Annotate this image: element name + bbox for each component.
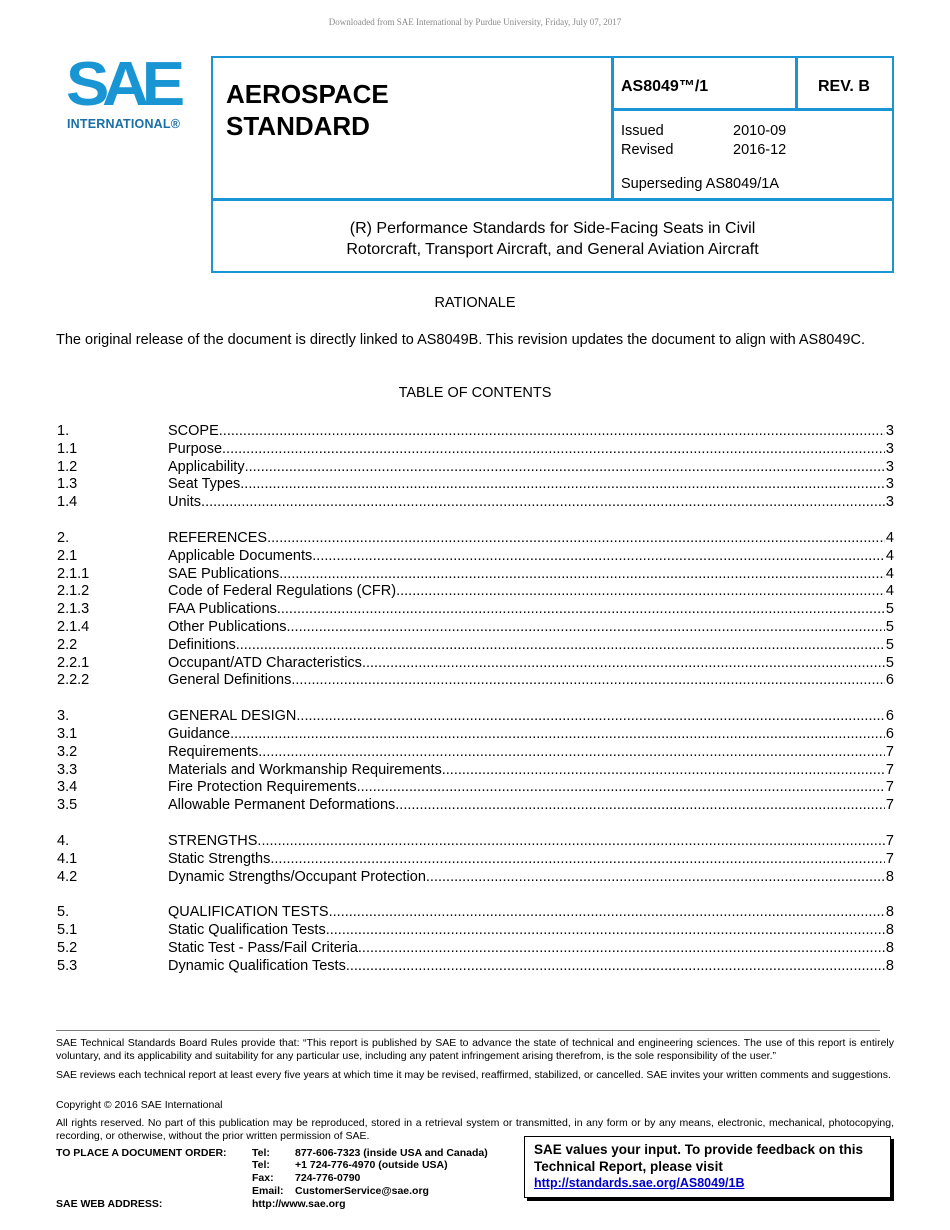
feedback-box bbox=[524, 1136, 891, 1198]
toc-entry[interactable] bbox=[57, 582, 894, 600]
issued-date: 2010-09 bbox=[733, 123, 787, 139]
toc-entry[interactable] bbox=[57, 743, 894, 761]
toc-entry-title: STRENGTHS bbox=[168, 833, 258, 849]
toc-entry[interactable] bbox=[57, 475, 894, 493]
toc-entry-number: 2.1.2 bbox=[57, 583, 90, 600]
toc-entry-title: QUALIFICATION TESTS bbox=[168, 904, 329, 921]
toc-entry-page: 5 bbox=[885, 619, 894, 635]
toc-entry[interactable] bbox=[57, 529, 894, 547]
toc-entry-number: 3.4 bbox=[57, 779, 78, 796]
feedback-line1: SAE values your input. To provide feedback on this bbox=[534, 1142, 864, 1157]
toc-entry[interactable] bbox=[57, 422, 894, 440]
sae-logo-mark: SAE bbox=[66, 50, 178, 119]
toc-entry-title: General Definitions bbox=[168, 672, 292, 689]
toc-leader-dots bbox=[236, 636, 885, 654]
toc-leader-dots bbox=[270, 850, 885, 868]
toc-entry-page: 7 bbox=[885, 743, 894, 760]
toc-entry-number: 5. bbox=[57, 904, 70, 921]
document-title bbox=[211, 218, 894, 260]
toc-entry-title: Allowable Permanent Deformations bbox=[168, 797, 396, 814]
toc-entry-title: Units bbox=[168, 494, 202, 511]
toc-leader-dots bbox=[201, 493, 885, 511]
toc-entry-page: 3 bbox=[885, 440, 894, 457]
toc-entry-title: Guidance bbox=[168, 726, 231, 742]
toc-leader-dots bbox=[329, 903, 885, 921]
toc-entry[interactable] bbox=[57, 618, 894, 636]
standard-type-line1: AEROSPACE bbox=[226, 79, 389, 109]
footer-rights-text: All rights reserved. No part of this publication may be reproduced, stored in a retrieval system or transmitted, in any form or by any means, electronic, mechanical, photocopying, recording, or otherwise, without the prior written permission of SAE. bbox=[56, 1117, 894, 1142]
toc-entry-title: Definitions bbox=[168, 636, 236, 653]
toc-leader-dots bbox=[312, 547, 885, 565]
toc-entry-title: Requirements bbox=[168, 743, 259, 760]
toc-entry[interactable] bbox=[57, 654, 894, 672]
toc-leader-dots bbox=[245, 458, 885, 476]
toc-entry-page: 7 bbox=[885, 761, 894, 778]
toc-entry-number: 1.1 bbox=[57, 440, 78, 457]
toc-entry-page: 3 bbox=[885, 476, 894, 493]
toc-entry[interactable] bbox=[57, 493, 894, 511]
toc-leader-dots bbox=[362, 654, 885, 672]
revised-label: Revised bbox=[621, 142, 674, 158]
tel1-label: Tel: bbox=[252, 1147, 270, 1159]
toc-entry-number: 1. bbox=[57, 423, 70, 439]
toc-entry[interactable] bbox=[57, 832, 894, 850]
toc-entry[interactable] bbox=[57, 458, 894, 476]
toc-entry[interactable] bbox=[57, 957, 894, 975]
toc-entry[interactable] bbox=[57, 939, 894, 957]
toc-entry-page: 6 bbox=[885, 672, 894, 689]
toc-entry[interactable] bbox=[57, 636, 894, 654]
toc-entry-title: GENERAL DESIGN bbox=[168, 708, 297, 725]
toc-entry-title: Static Strengths bbox=[168, 850, 271, 867]
toc-entry-number: 2. bbox=[57, 530, 70, 546]
toc-entry-page: 7 bbox=[885, 833, 894, 849]
web-link[interactable]: http://www.sae.org bbox=[252, 1198, 346, 1210]
toc-entry-title: Applicability bbox=[168, 458, 245, 475]
toc-entry-title: Materials and Workmanship Requirements bbox=[168, 761, 442, 778]
toc-entry[interactable] bbox=[57, 761, 894, 779]
toc-entry-page: 4 bbox=[885, 530, 894, 546]
sae-logo-subtitle: INTERNATIONAL® bbox=[67, 117, 181, 131]
toc-entry-page: 6 bbox=[885, 726, 894, 742]
toc-entry-page: 4 bbox=[885, 565, 894, 582]
toc-entry-number: 2.2.1 bbox=[57, 654, 90, 671]
toc-entry-title: Applicable Documents bbox=[168, 547, 313, 564]
toc-entry-page: 4 bbox=[885, 583, 894, 600]
toc-entry-page: 8 bbox=[885, 904, 894, 921]
toc-entry-page: 5 bbox=[885, 636, 894, 653]
toc-leader-dots bbox=[258, 743, 885, 761]
toc-leader-dots bbox=[286, 618, 884, 636]
feedback-line2: Technical Report, please visit bbox=[534, 1159, 723, 1174]
toc-entry-title: Other Publications bbox=[168, 619, 287, 635]
toc-leader-dots bbox=[291, 671, 885, 689]
toc-entry-page: 6 bbox=[885, 708, 894, 725]
toc-leader-dots bbox=[219, 422, 885, 440]
toc-leader-dots bbox=[442, 761, 885, 779]
toc-entry-title: REFERENCES bbox=[168, 530, 268, 546]
toc-leader-dots bbox=[426, 868, 885, 886]
toc-entry-page: 7 bbox=[885, 850, 894, 867]
fax-value: 724-776-0790 bbox=[295, 1172, 361, 1184]
toc-entry-page: 8 bbox=[885, 868, 894, 885]
toc-entry-page: 3 bbox=[885, 494, 894, 511]
toc-entry-page: 7 bbox=[885, 779, 894, 796]
toc-entry[interactable] bbox=[57, 796, 894, 814]
toc-leader-dots bbox=[257, 832, 885, 850]
order-label: TO PLACE A DOCUMENT ORDER: bbox=[56, 1147, 227, 1159]
toc-entry-number: 3. bbox=[57, 708, 70, 725]
toc-entry[interactable] bbox=[57, 850, 894, 868]
standard-type-line2: STANDARD bbox=[226, 111, 370, 141]
toc-entry-number: 2.1.1 bbox=[57, 565, 90, 582]
toc-entry[interactable] bbox=[57, 565, 894, 583]
issued-label: Issued bbox=[621, 123, 664, 139]
rationale-text: The original release of the document is directly linked to AS8049B. This revision updates the document to align with AS8049C. bbox=[56, 332, 865, 348]
header-divider-rev bbox=[795, 56, 798, 110]
toc-leader-dots bbox=[222, 440, 885, 458]
toc-entry-page: 3 bbox=[885, 423, 894, 439]
toc-heading: TABLE OF CONTENTS bbox=[398, 385, 552, 401]
toc-entry[interactable] bbox=[57, 903, 894, 921]
toc-entry-title: Static Qualification Tests bbox=[168, 922, 326, 939]
toc-leader-dots bbox=[326, 921, 885, 939]
footer-copyright: Copyright © 2016 SAE International bbox=[56, 1099, 223, 1111]
footer-rules-text: SAE Technical Standards Board Rules provide that: “This report is published by SAE to advance the state of technical and engineering sciences. The use of this report is entirely voluntary, and its applicability and suitability for any particular use, including any patent infringement arising therefrom, is the sole responsibility of the user.” bbox=[56, 1037, 894, 1062]
toc-entry-page: 8 bbox=[885, 957, 894, 974]
download-note: Downloaded from SAE International by Purdue University, Friday, July 07, 2017 bbox=[328, 17, 622, 27]
tel2-label: Tel: bbox=[252, 1159, 270, 1171]
toc-entry[interactable] bbox=[57, 868, 894, 886]
toc-entry[interactable] bbox=[57, 778, 894, 796]
superseding-note: Superseding AS8049/1A bbox=[621, 176, 780, 192]
toc-entry-title: Static Test - Pass/Fail Criteria bbox=[168, 940, 358, 956]
footer-review-text: SAE reviews each technical report at least every five years at which time it may be revised, reaffirmed, stabilized, or cancelled. SAE invites your written comments and suggestions. bbox=[56, 1069, 891, 1081]
toc-leader-dots bbox=[296, 707, 885, 725]
toc-entry-title: FAA Publications bbox=[168, 601, 277, 618]
footer-rule bbox=[56, 1030, 880, 1031]
toc-entry-title: Seat Types bbox=[168, 476, 241, 493]
toc-entry[interactable] bbox=[57, 921, 894, 939]
toc-entry-title: Dynamic Strengths/Occupant Protection bbox=[168, 868, 426, 885]
toc-leader-dots bbox=[357, 778, 885, 796]
toc-leader-dots bbox=[358, 939, 885, 957]
feedback-link[interactable]: http://standards.sae.org/AS8049/1B bbox=[534, 1176, 745, 1190]
toc-entry-title: Dynamic Qualification Tests bbox=[168, 957, 346, 974]
toc-leader-dots bbox=[396, 582, 885, 600]
toc-leader-dots bbox=[346, 957, 885, 975]
document-title-line2: Rotorcraft, Transport Aircraft, and General Aviation Aircraft bbox=[346, 241, 759, 258]
header-divider-number bbox=[611, 108, 894, 111]
web-label: SAE WEB ADDRESS: bbox=[56, 1198, 163, 1210]
toc-entry-page: 7 bbox=[885, 797, 894, 814]
standard-type bbox=[226, 78, 389, 142]
rationale-heading: RATIONALE bbox=[434, 295, 516, 311]
revision-label: REV. B bbox=[818, 78, 870, 95]
tel1-value: 877-606-7323 (inside USA and Canada) bbox=[295, 1147, 488, 1159]
toc-entry-number: 3.2 bbox=[57, 743, 78, 760]
toc-entry-title: Occupant/ATD Characteristics bbox=[168, 654, 362, 671]
toc-leader-dots bbox=[267, 529, 885, 547]
toc-entry-title: SAE Publications bbox=[168, 565, 280, 582]
header-divider-vertical bbox=[611, 56, 614, 200]
toc-entry-number: 4.2 bbox=[57, 868, 78, 885]
toc-entry-number: 2.2 bbox=[57, 636, 78, 653]
toc-entry[interactable] bbox=[57, 671, 894, 689]
toc-entry-number: 2.1.3 bbox=[57, 601, 90, 618]
toc-entry-number: 5.2 bbox=[57, 940, 78, 956]
toc-leader-dots bbox=[277, 600, 885, 618]
toc-entry-number: 1.2 bbox=[57, 458, 78, 475]
sae-logo bbox=[66, 50, 191, 134]
toc-entry[interactable] bbox=[57, 600, 894, 618]
toc-leader-dots bbox=[240, 475, 885, 493]
toc-entry[interactable] bbox=[57, 707, 894, 725]
toc-entry-page: 4 bbox=[885, 547, 894, 564]
toc-entry[interactable] bbox=[57, 547, 894, 565]
toc-leader-dots bbox=[395, 796, 885, 814]
toc-entry-page: 8 bbox=[885, 922, 894, 939]
toc-entry-title: Code of Federal Regulations (CFR) bbox=[168, 583, 397, 600]
fax-label: Fax: bbox=[252, 1172, 274, 1184]
header-divider-title bbox=[211, 198, 894, 201]
toc-entry-page: 8 bbox=[885, 940, 894, 956]
toc-entry-number: 4.1 bbox=[57, 850, 78, 867]
document-title-line1: (R) Performance Standards for Side-Facing Seats in Civil bbox=[349, 220, 756, 237]
toc-entry-number: 1.3 bbox=[57, 476, 78, 493]
toc-entry[interactable] bbox=[57, 725, 894, 743]
document-number: AS8049™/1 bbox=[621, 78, 709, 95]
toc-entry-number: 2.2.2 bbox=[57, 672, 90, 689]
toc-entry-title: SCOPE bbox=[168, 423, 219, 439]
toc-entry-title: Fire Protection Requirements bbox=[168, 779, 357, 796]
toc-entry-number: 4. bbox=[57, 833, 70, 849]
toc-entry-number: 2.1 bbox=[57, 547, 78, 564]
toc-entry-page: 5 bbox=[885, 654, 894, 671]
toc-entry-number: 3.5 bbox=[57, 797, 78, 814]
revised-date: 2016-12 bbox=[733, 142, 787, 158]
email-label: Email: bbox=[252, 1185, 284, 1197]
email-link[interactable]: CustomerService@sae.org bbox=[295, 1185, 429, 1197]
toc-entry-title: Purpose bbox=[168, 440, 223, 457]
toc-entry[interactable] bbox=[57, 440, 894, 458]
toc-leader-dots bbox=[230, 725, 885, 743]
toc-entry-number: 5.1 bbox=[57, 922, 78, 939]
toc-entry-number: 3.1 bbox=[57, 726, 78, 742]
toc-entry-number: 1.4 bbox=[57, 494, 78, 511]
toc-leader-dots bbox=[279, 565, 885, 583]
toc-entry-page: 5 bbox=[885, 601, 894, 618]
toc-entry-number: 5.3 bbox=[57, 957, 78, 974]
toc-entry-number: 2.1.4 bbox=[57, 619, 90, 635]
toc-entry-number: 3.3 bbox=[57, 761, 78, 778]
toc-entry-page: 3 bbox=[885, 458, 894, 475]
tel2-value: +1 724-776-4970 (outside USA) bbox=[295, 1159, 448, 1171]
